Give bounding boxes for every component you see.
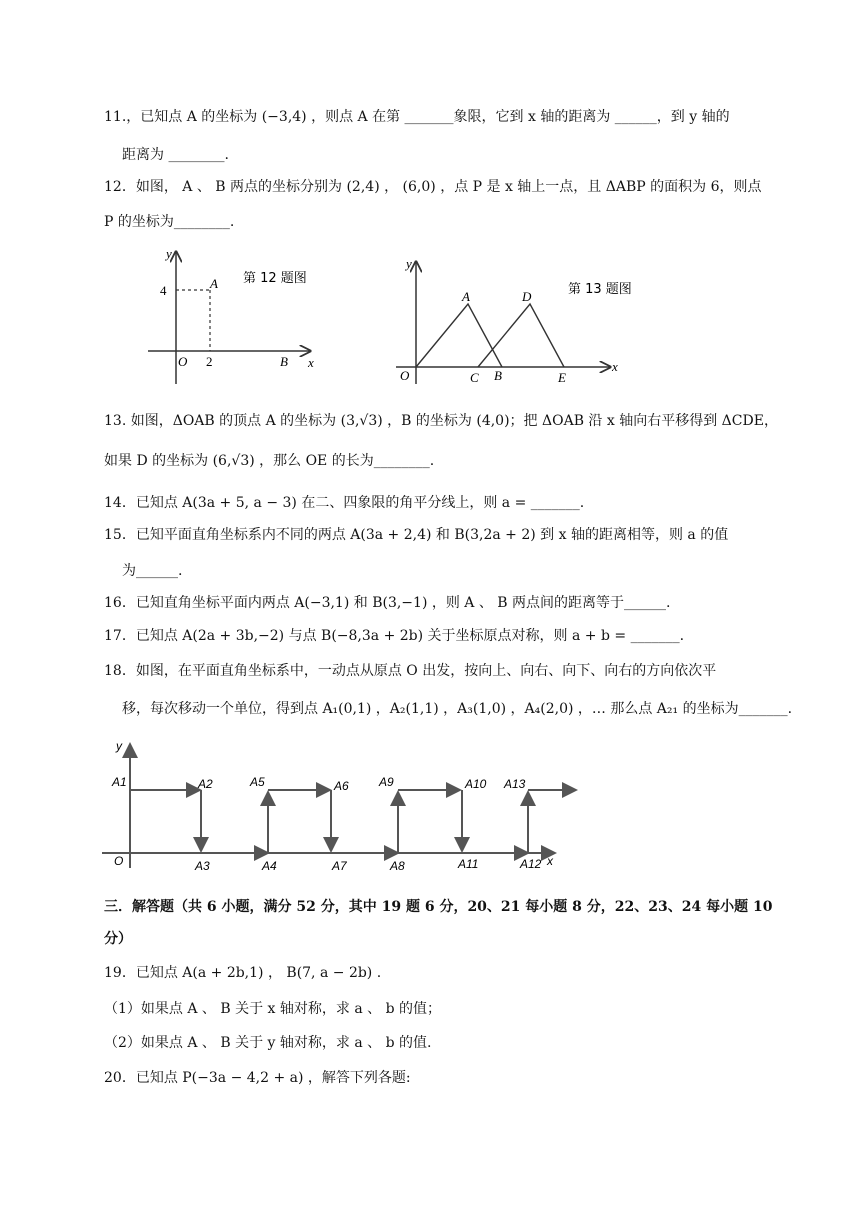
fig18-label-a6: A6 (334, 779, 349, 793)
figure-18 (100, 738, 580, 878)
fig18-label-a9: A9 (379, 775, 394, 789)
q12-line2: P 的坐标为________. (104, 214, 235, 230)
fig12-label-y: y (166, 246, 172, 261)
fig18-label-a3: A3 (195, 859, 210, 873)
fig13-triangle-cde (478, 304, 564, 367)
fig12-tick-4: 4 (160, 283, 167, 298)
q16: 16．已知直角坐标平面内两点 A(−3,1) 和 B(3,−1) ，则 A 、 B 两点间的距离等于______. (104, 595, 671, 611)
q19-part1: （1）如果点 A 、 B 关于 x 轴对称，求 a 、 b 的值； (104, 1001, 442, 1017)
fig13-triangle-oab (416, 304, 502, 367)
fig18-label-o: O (114, 854, 124, 868)
figure-12 (140, 244, 340, 384)
fig13-caption: 第 13 题图 (568, 282, 632, 297)
fig18-label-a5: A5 (250, 775, 265, 789)
fig18-label-a10: A10 (465, 777, 487, 791)
fig18-label-y: y (116, 739, 122, 753)
q13-line1: 13. 如图，ΔOAB 的顶点 A 的坐标为 (3,√3) ，B 的坐标为 (4,0)；把 ΔOAB 沿 x 轴向右平移得到 ΔCDE， (104, 413, 778, 429)
fig12-label-o: O (178, 354, 188, 369)
fig13-label-x: x (612, 359, 618, 374)
fig18-label-a2: A2 (198, 777, 213, 791)
fig12-caption: 第 12 题图 (243, 271, 307, 286)
q15-line2: 为______. (122, 563, 183, 579)
q13-line2: 如果 D 的坐标为 (6,√3) ，那么 OE 的长为________. (104, 453, 435, 469)
fig18-label-a12: A12 (520, 857, 542, 871)
q19-part2: （2）如果点 A 、 B 关于 y 轴对称，求 a 、 b 的值. (104, 1035, 432, 1051)
q18-line1: 18．如图，在平面直角坐标系中，一动点从原点 O 出发，按向上、向右、向下、向右的方向依次平 (104, 663, 717, 679)
q15-line1: 15．已知平面直角坐标系内不同的两点 A(3a + 2,4) 和 B(3,2a + 2) 到 x 轴的距离相等，则 a 的值 (104, 527, 729, 543)
q17: 17．已知点 A(2a + 3b,−2) 与点 B(−8,3a + 2b) 关于坐标原点对称，则 a + b = _______. (104, 628, 685, 644)
fig18-label-a8: A8 (390, 859, 405, 873)
q11-line1: 11.，已知点 A 的坐标为 (−3,4) ，则点 A 在第 _______象限，它到 x 轴的距离为 ______，到 y 轴的 (104, 109, 730, 125)
fig13-label-a: A (462, 289, 470, 304)
fig18-label-x: x (547, 854, 553, 868)
fig18-label-a11: A11 (458, 857, 479, 871)
section3-heading-line1: 三．解答题（共 6 小题，满分 52 分，其中 19 题 6 分，20、21 每小题 8 分，22、23、24 每小题 10 (104, 899, 773, 915)
fig18-label-a1: A1 (112, 775, 127, 789)
fig13-label-d: D (522, 289, 532, 304)
fig13-label-b: B (494, 368, 502, 383)
figure-13 (396, 256, 636, 386)
fig13-label-c: C (470, 370, 479, 385)
fig18-label-a7: A7 (332, 859, 347, 873)
fig12-label-a: A (210, 276, 218, 291)
q19-stem: 19．已知点 A(a + 2b,1) ， B(7, a − 2b) . (104, 965, 382, 981)
fig12-tick-2: 2 (206, 354, 213, 369)
q20-stem: 20．已知点 P(−3a − 4,2 + a) ，解答下列各题: (104, 1070, 411, 1086)
fig13-label-e: E (558, 370, 566, 385)
q18-line2: 移，每次移动一个单位，得到点 A₁(0,1) ，A₂(1,1) ，A₃(1,0) ，A₄(2,0) ，… 那么点 A₂₁ 的坐标为_______. (122, 701, 793, 717)
section3-heading-line2: 分） (104, 931, 132, 947)
fig13-label-y: y (406, 256, 412, 271)
fig13-label-o: O (400, 368, 410, 383)
fig18-label-a4: A4 (262, 859, 277, 873)
fig12-label-b: B (280, 354, 288, 369)
q14: 14．已知点 A(3a + 5, a − 3) 在二、四象限的角平分线上，则 a = _______. (104, 495, 585, 511)
fig12-label-x: x (308, 355, 314, 370)
fig18-label-a13: A13 (504, 777, 526, 791)
q11-line2: 距离为 ________. (122, 147, 229, 163)
q12-line1: 12．如图， A 、 B 两点的坐标分别为 (2,4) ， (6,0) ，点 P 是 x 轴上一点，且 ΔABP 的面积为 6，则点 (104, 179, 762, 195)
